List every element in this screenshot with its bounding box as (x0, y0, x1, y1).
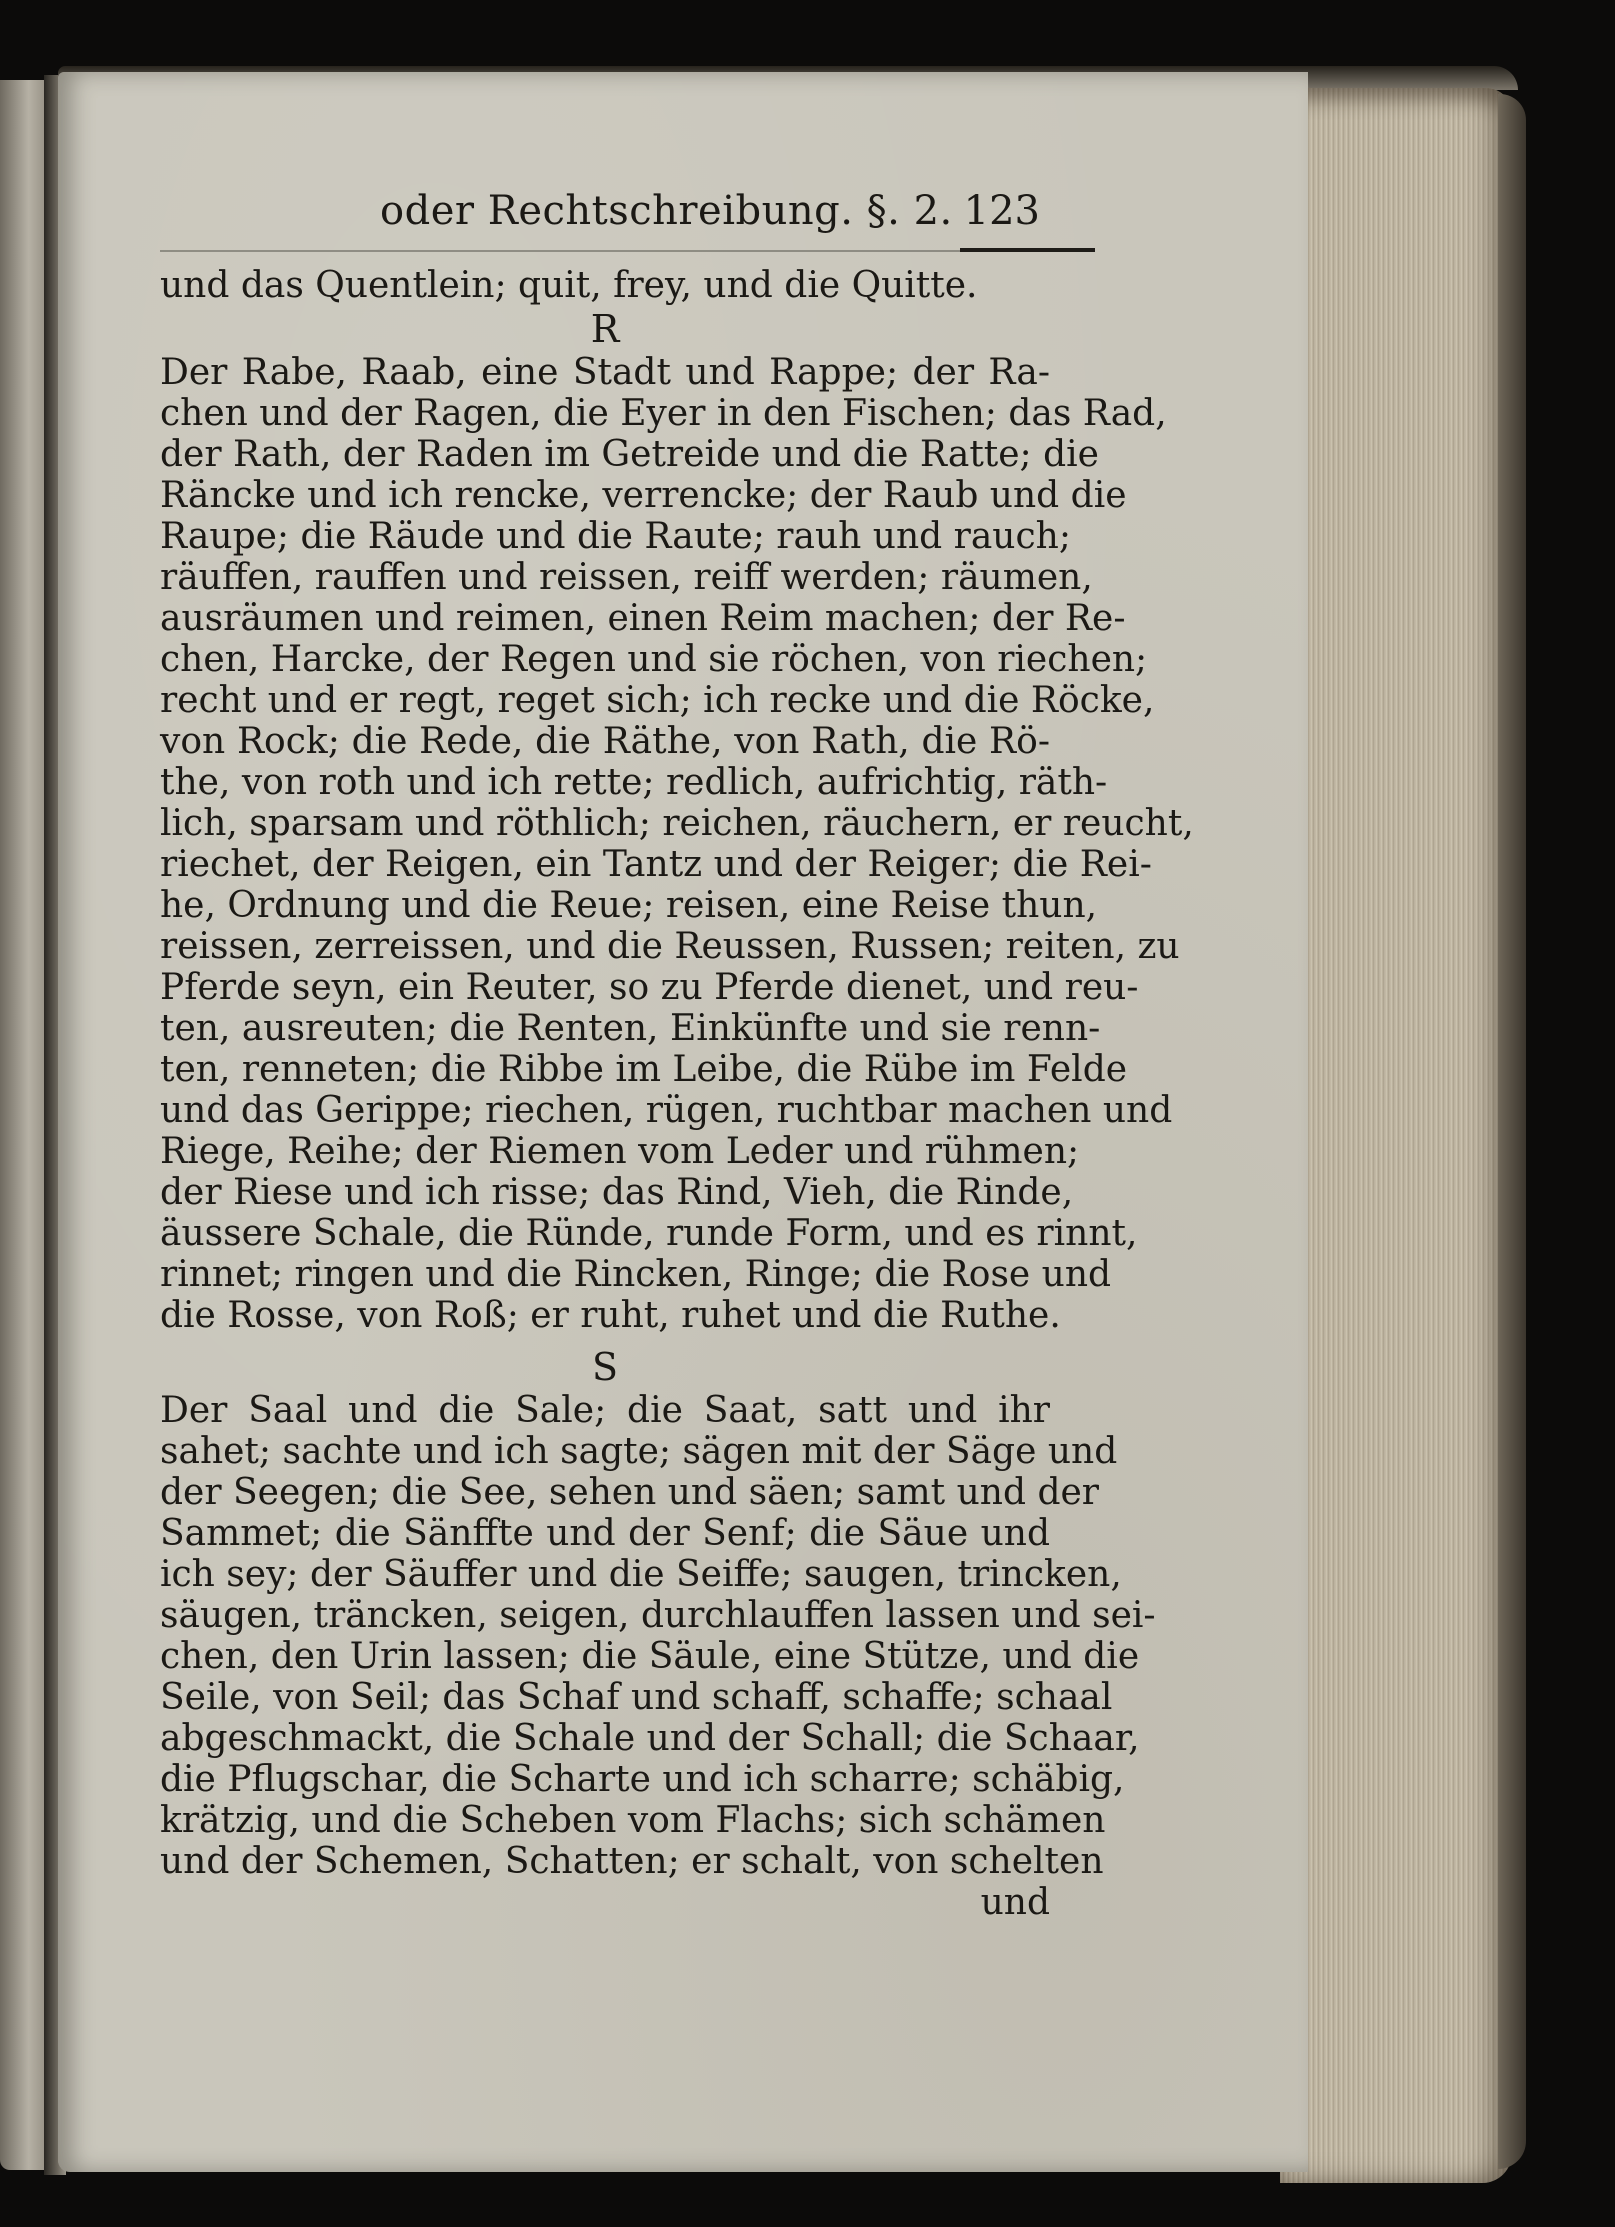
section-s-text (160, 1390, 1156, 1882)
text-line: krätzig, und die Scheben vom Flachs; sich schämen (160, 1800, 1106, 1841)
text-line: und das Gerippe; riechen, rügen, ruchtbar machen und (160, 1090, 1173, 1131)
text-line: recht und er regt, reget sich; ich recke und die Röcke, (160, 680, 1155, 721)
text-line: Sammet; die Sänffte und der Senf; die Säue und (160, 1513, 1050, 1554)
text-line: lich, sparsam und röthlich; reichen, räuchern, er reucht, (160, 803, 1194, 844)
text-line: säugen, träncken, seigen, durchlauffen lassen und sei- (160, 1595, 1156, 1636)
section-r-text (160, 352, 1194, 1336)
text-line: äussere Schale, die Ründe, runde Form, und es rinnt, (160, 1213, 1138, 1254)
header-rule (160, 250, 1095, 252)
text-line: abgeschmackt, die Schale und der Schall; die Schaar, (160, 1718, 1140, 1759)
text-line: die Pflugschar, die Scharte und ich scharre; schäbig, (160, 1759, 1125, 1800)
section-heading-s: S (591, 1345, 619, 1389)
text-line: ausräumen und reimen, einen Reim machen; der Re- (160, 598, 1126, 639)
text-line: Seile, von Seil; das Schaf und schaff, schaffe; schaal (160, 1677, 1113, 1718)
text-line: der Seegen; die See, sehen und säen; samt und der (160, 1472, 1100, 1513)
text-line: sahet; sachte und ich sagte; sägen mit der Säge und (160, 1431, 1118, 1472)
text-line: ten, ausreuten; die Renten, Einkünfte und sie renn- (160, 1008, 1101, 1049)
text-line: chen, den Urin lassen; die Säule, eine Stütze, und die (160, 1636, 1140, 1677)
running-head: oder Rechtschreibung. §. 2. (380, 188, 953, 234)
text-line: reissen, zerreissen, und die Reussen, Russen; reiten, zu (160, 926, 1180, 967)
text-line: Der Rabe, Raab, eine Stadt und Rappe; der Ra- (160, 352, 1050, 393)
text-line: Räncke und ich rencke, verrencke; der Raub und die (160, 475, 1127, 516)
text-line: räuffen, rauffen und reissen, reiff werden; räumen, (160, 557, 1093, 598)
text-line: he, Ordnung und die Reue; reisen, eine Reise thun, (160, 885, 1098, 926)
text-line: und der Schemen, Schatten; er schalt, von schelten (160, 1841, 1104, 1882)
text-line: chen, Harcke, der Regen und sie röchen, von riechen; (160, 639, 1148, 680)
catchword: und (980, 1882, 1050, 1923)
text-line: rinnet; ringen und die Rincken, Ringe; die Rose und (160, 1254, 1112, 1295)
page-block-edges (1280, 88, 1512, 2183)
page-body (160, 265, 1194, 1923)
text-line: und das Quentlein; quit, frey, und die Quitte. (160, 265, 978, 306)
page-header (380, 188, 1040, 238)
text-line: von Rock; die Rede, die Räthe, von Rath, die Rö- (160, 721, 1050, 762)
text-line: riechet, der Reigen, ein Tantz und der Reiger; die Rei- (160, 844, 1152, 885)
text-line: Riege, Reihe; der Riemen vom Leder und rühmen; (160, 1131, 1080, 1172)
text-line: ich sey; der Säuffer und die Seiffe; saugen, trincken, (160, 1554, 1122, 1595)
text-line: Raupe; die Räude und die Raute; rauh und rauch; (160, 516, 1071, 557)
text-line: chen und der Ragen, die Eyer in den Fischen; das Rad, (160, 393, 1167, 434)
section-heading-r: R (590, 307, 620, 351)
text-line: die Rosse, von Roß; er ruht, ruhet und die Ruthe. (160, 1295, 1061, 1336)
text-line: Pferde seyn, ein Reuter, so zu Pferde dienet, und reu- (160, 967, 1139, 1008)
text-line: der Riese und ich risse; das Rind, Vieh, die Rinde, (160, 1172, 1074, 1213)
text-line: der Rath, der Raden im Getreide und die Ratte; die (160, 434, 1099, 475)
header-rule-bold (960, 248, 1095, 252)
page-number: 123 (963, 188, 1040, 234)
text-line: ten, renneten; die Ribbe im Leibe, die Rübe im Felde (160, 1049, 1128, 1090)
text-line: the, von roth und ich rette; redlich, aufrichtig, räth- (160, 762, 1108, 803)
text-line: Der Saal und die Sale; die Saat, satt und ihr (160, 1390, 1050, 1431)
